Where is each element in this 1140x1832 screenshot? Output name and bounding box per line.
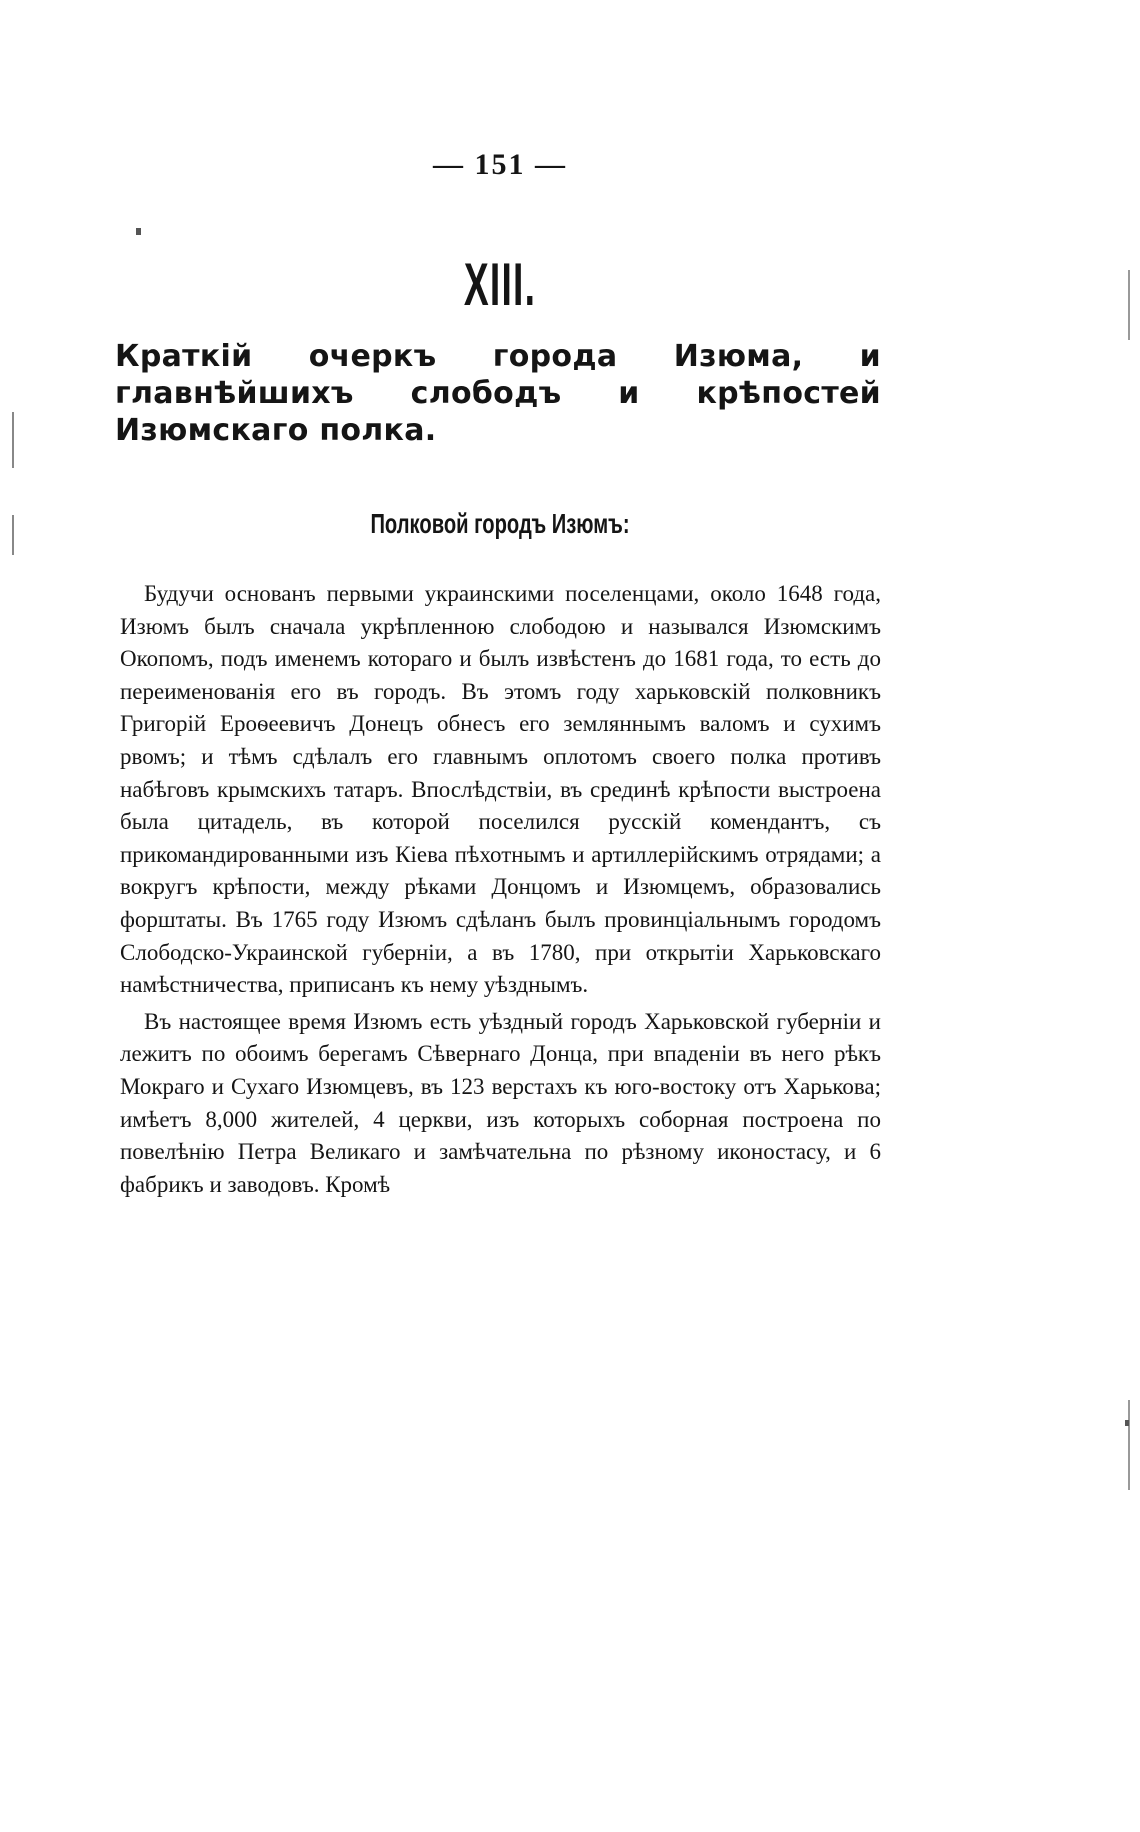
- speck-mark: [136, 228, 141, 235]
- section-heading: Полковой городъ Изюмъ:: [370, 508, 630, 539]
- page-number: — 151 —: [433, 148, 567, 181]
- paragraph: Будучи основанъ первыми украинскими поселенцами, около 1648 года, Изюмъ былъ сначала укрѣпленною слободою и назывался Изюмскимъ Окопомъ, подъ именемъ котораго и былъ извѣстенъ до 1681 года, то есть до переименованія его въ городъ. Въ этомъ году харьковскій полковникъ Григорій Ероѳеевичъ Донецъ обнесъ его земляннымъ валомъ и сухимъ рвомъ; и тѣмъ сдѣлалъ его главнымъ оплотомъ своего полка противъ набѣговъ крымскихъ татаръ. Впослѣдствіи, въ срединѣ крѣпости выстроена была цитадель, въ которой поселился русскій комендантъ, съ прикомандированными изъ Кіева пѣхотнымъ и артиллерійскимъ отрядами; а вокругъ крѣпости, между рѣками Донцомъ и Изюмцемъ, образовались форштаты. Въ 1765 году Изюмъ сдѣланъ былъ провинціальнымъ городомъ Слободско-Украинской губерніи, а въ 1780, при открытіи Харьковскаго намѣстничества, приписанъ къ нему уѣзднымъ.: [120, 581, 881, 998]
- body-text: [120, 578, 881, 1201]
- margin-line-mark: [1128, 1400, 1130, 1490]
- margin-line-mark: [12, 412, 14, 468]
- speck-mark: [1125, 1420, 1129, 1426]
- margin-line-mark: [1128, 270, 1130, 340]
- paragraph: Въ настоящее время Изюмъ есть уѣздный городъ Харьковской губерніи и лежитъ по обоимъ берегамъ Сѣвернаго Донца, при впаденіи въ него рѣкъ Мокраго и Сухаго Изюмцевъ, въ 123 верстахъ къ юго-востоку отъ Харькова; имѣетъ 8,000 жителей, 4 церкви, изъ которыхъ соборная построена по повелѣнію Петра Великаго и замѣчательна по рѣзному иконостасу, и 6 фабрикъ и заводовъ. Кромѣ: [120, 1008, 881, 1197]
- chapter-number: XIII.: [463, 251, 537, 318]
- chapter-title: Краткій очеркъ города Изюма, и главнѣйшихъ слободъ и крѣпостей Изюмскаго полка.: [115, 339, 881, 448]
- margin-line-mark: [12, 515, 14, 555]
